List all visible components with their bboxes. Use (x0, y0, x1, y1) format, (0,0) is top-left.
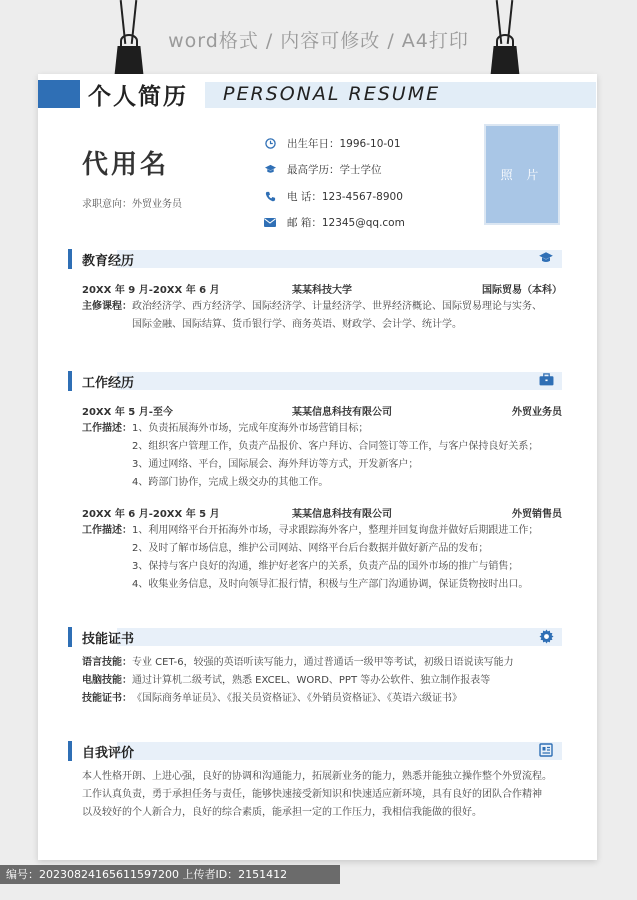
id-card-icon (538, 743, 554, 759)
self-eval-line: 工作认真负责，勇于承担任务与责任，能够快速接受新知识和快速适应新环境，具有良好的团队合作精神 (82, 789, 542, 800)
info-phone: 电 话：123-4567-8900 (263, 183, 405, 210)
section-title: 教育经历 (82, 254, 135, 269)
info-degree: 最高学历：学士学位 (263, 157, 405, 184)
job-period: 20XX 年 6 月-20XX 年 5 月 (82, 508, 220, 520)
skill-computer: 电脑技能： 通过计算机二级考试，熟悉 EXCEL、WORD、PPT 等办公软件、独立制作报表等 (82, 675, 491, 686)
job-duty: 3、保持与客户良好的沟通，维护好老客户的关系，负责产品的国外市场的推广与销售； (132, 561, 519, 572)
job-duty: 4、收集业务信息，及时向领导汇报行情，积极与生产部门沟通协调，保证货物按时出口。 (132, 579, 529, 590)
courses: 主修课程： 政治经济学、西方经济学、国际经济学、计量经济学、世界经济概论、国际贸易理论与实务、 国际金融、国际结算、货币银行学、商务英语、财政学、会计学、统计学。 (82, 298, 562, 334)
job-row (82, 400, 562, 420)
section-education (68, 248, 562, 334)
job-row (82, 502, 562, 522)
phone-icon (263, 190, 277, 202)
course-line: 国际金融、国际结算、货币银行学、商务英语、财政学、会计学、统计学。 (132, 319, 462, 330)
education-period: 20XX 年 9 月-20XX 年 6 月 (82, 284, 220, 296)
mail-icon (263, 217, 277, 229)
header-block (38, 80, 80, 108)
job-intent: 求职意向：外贸业务员 (82, 199, 182, 210)
job-duty: 2、及时了解市场信息，维护公司网站、网络平台后台数据并做好新产品的发布； (132, 543, 489, 554)
job-duty: 1、利用网络平台开拓海外市场，寻求跟踪海外客户，整理并回复询盘并做好后期跟进工作； (132, 525, 539, 536)
binder-clip-left (114, 0, 144, 84)
section-title: 技能证书 (82, 632, 135, 647)
candidate-name: 代用名 (82, 150, 170, 180)
job-period: 20XX 年 5 月-至今 (82, 406, 173, 418)
job-description: 工作描述： 1、利用网络平台开拓海外市场，寻求跟踪海外客户，整理并回复询盘并做好后期跟进工作； 2、及时了解市场信息，维护公司网站、网络平台后台数据并做好新产品的发布； 3、保持与客户良好的沟通，维护好老客户的关系，负责产品的国外市场的推广与销售； 4、收集业务信息，及时向领导汇报行情，积极与生产部门沟通协调，保证货物按时出口。 (82, 522, 562, 594)
photo-placeholder: 照 片 (484, 124, 560, 225)
job-position: 外贸销售员 (512, 508, 562, 520)
title-en: PERSONAL RESUME (223, 83, 441, 105)
briefcase-icon (538, 373, 554, 389)
job-position: 外贸业务员 (512, 406, 562, 418)
section-title: 工作经历 (82, 376, 135, 391)
job-duty: 4、跨部门协作，完成上级交办的其他工作。 (132, 477, 329, 488)
graduation-cap-icon (538, 251, 554, 267)
education-school: 某某科技大学 (292, 284, 352, 296)
section-self-evaluation (68, 740, 562, 822)
footer-id-bar: 编号：20230824165611597200 上传者ID：2151412 (0, 865, 340, 884)
self-eval-line: 本人性格开朗、上进心强，良好的协调和沟通能力，拓展新业务的能力，熟悉并能独立操作整个外贸流程。 (82, 771, 552, 782)
binder-clip-right (490, 0, 520, 84)
section-header (68, 626, 562, 648)
info-email: 邮 箱：12345@qq.com (263, 210, 405, 237)
section-skills (68, 626, 562, 708)
job-duty: 2、组织客户管理工作，负责产品报价、客户拜访、合同签订等工作，与客户保持良好关系； (132, 441, 539, 452)
job-duty: 1、负责拓展海外市场，完成年度海外市场营销目标； (132, 423, 369, 434)
course-line: 政治经济学、西方经济学、国际经济学、计量经济学、世界经济概论、国际贸易理论与实务、 (132, 301, 542, 312)
info-list (263, 130, 405, 236)
graduation-cap-icon (263, 164, 277, 176)
clock-icon (263, 137, 277, 149)
education-row (82, 278, 562, 298)
top-caption: word格式 / 内容可修改 / A4打印 (168, 30, 469, 52)
section-header (68, 248, 562, 270)
section-title: 自我评价 (82, 746, 135, 761)
resume-page (38, 74, 597, 860)
gear-icon (538, 629, 554, 645)
title-cn: 个人简历 (88, 84, 188, 110)
job-description: 工作描述： 1、负责拓展海外市场，完成年度海外市场营销目标； 2、组织客户管理工作，负责产品报价、客户拜访、合同签订等工作，与客户保持良好关系； 3、通过网络、平台，国际展会、海外拜访等方式，开发新客户； 4、跨部门协作，完成上级交办的其他工作。 (82, 420, 562, 492)
education-major: 国际贸易（本科） (482, 284, 562, 296)
job-duty: 3、通过网络、平台，国际展会、海外拜访等方式，开发新客户； (132, 459, 419, 470)
skill-language: 语言技能： 专业 CET-6，较强的英语听读写能力，通过普通话一级甲等考试，初级日语说读写能力 (82, 657, 514, 668)
info-birth: 出生年日：1996-10-01 (263, 130, 405, 157)
self-eval-line: 以及较好的个人新合力，良好的综合素质，能承担一定的工作压力，我相信我能做的很好。 (82, 807, 482, 818)
skill-certificates: 技能证书： 《国际商务单证员》、《报关员资格证》、《外销员资格证》、《英语六级证书》 (82, 693, 462, 704)
self-evaluation-text (68, 768, 562, 822)
section-header (68, 370, 562, 392)
job-company: 某某信息科技有限公司 (292, 406, 392, 418)
job-company: 某某信息科技有限公司 (292, 508, 392, 520)
section-header (68, 740, 562, 762)
section-work (68, 370, 562, 594)
